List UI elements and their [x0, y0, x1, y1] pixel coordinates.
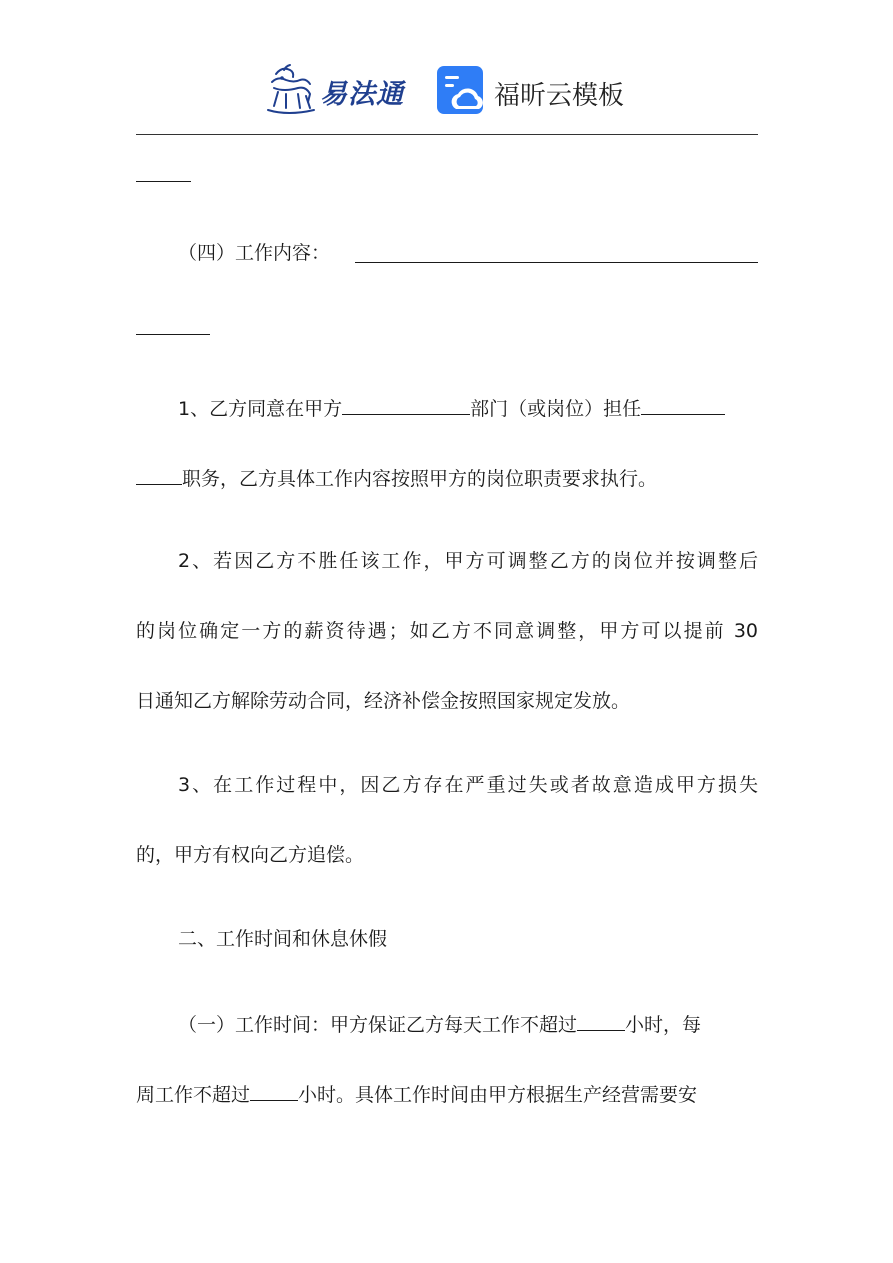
fuxin-logo [436, 65, 636, 117]
section-2-heading [136, 926, 758, 952]
yifatong-brand-text: 易法通 [320, 79, 404, 110]
section-2-title: 二、工作时间和休息休假 [178, 928, 388, 950]
blank-weekly-hours [250, 1080, 298, 1101]
blank-continuation-1 [136, 181, 191, 182]
cloud-document-icon [436, 65, 488, 117]
clause-1-line-1 [136, 394, 758, 422]
clause-1-line-2 [136, 464, 758, 492]
clause-2-line-3 [136, 688, 758, 714]
work-time-line-1 [136, 1010, 758, 1038]
clause-3-line-1 [136, 772, 758, 798]
clause-2-line-1 [136, 548, 758, 574]
qilin-logo-icon [262, 62, 320, 118]
clause-1-text-b: 部门（或岗位）担任 [470, 398, 642, 420]
clause-2-text-2: 的岗位确定一方的薪资待遇；如乙方不同意调整，甲方可以提前 30 [136, 620, 758, 642]
yifatong-logo [262, 62, 412, 118]
work-time-text-c: 周工作不超过 [136, 1084, 251, 1106]
clause-3-text-2: 的，甲方有权向乙方追偿。 [136, 844, 365, 866]
blank-department [342, 394, 470, 415]
work-content-label: （四）工作内容： [178, 242, 331, 264]
clause-1-text-a: 1、乙方同意在甲方 [178, 398, 343, 420]
work-time-text-b: 小时，每 [625, 1014, 702, 1036]
page-header [0, 60, 893, 122]
clause-2-text-3: 日通知乙方解除劳动合同，经济补偿金按照国家规定发放。 [136, 690, 631, 712]
work-time-text-d: 小时。具体工作时间由甲方根据生产经营需要安 [298, 1084, 698, 1106]
blank-continuation-2 [136, 334, 210, 335]
clause-2-text-1: 2、若因乙方不胜任该工作，甲方可调整乙方的岗位并按调整后 [178, 550, 758, 572]
work-time-text-a: （一）工作时间：甲方保证乙方每天工作不超过 [178, 1014, 578, 1036]
clause-3-text-1: 3、在工作过程中，因乙方存在严重过失或者故意造成甲方损失 [178, 774, 758, 796]
blank-daily-hours [577, 1010, 625, 1031]
clause-1-text-c: 职务，乙方具体工作内容按照甲方的岗位职责要求执行。 [182, 468, 658, 490]
blank-position-a [641, 394, 725, 415]
header-divider [136, 134, 758, 135]
work-time-line-2 [136, 1080, 758, 1108]
blank-position-b [136, 464, 182, 485]
clause-2-line-2 [136, 618, 758, 644]
clause-3-line-2 [136, 842, 758, 868]
fuxin-brand-text: 福昕云模板 [494, 81, 625, 111]
blank-work-content [355, 262, 758, 263]
